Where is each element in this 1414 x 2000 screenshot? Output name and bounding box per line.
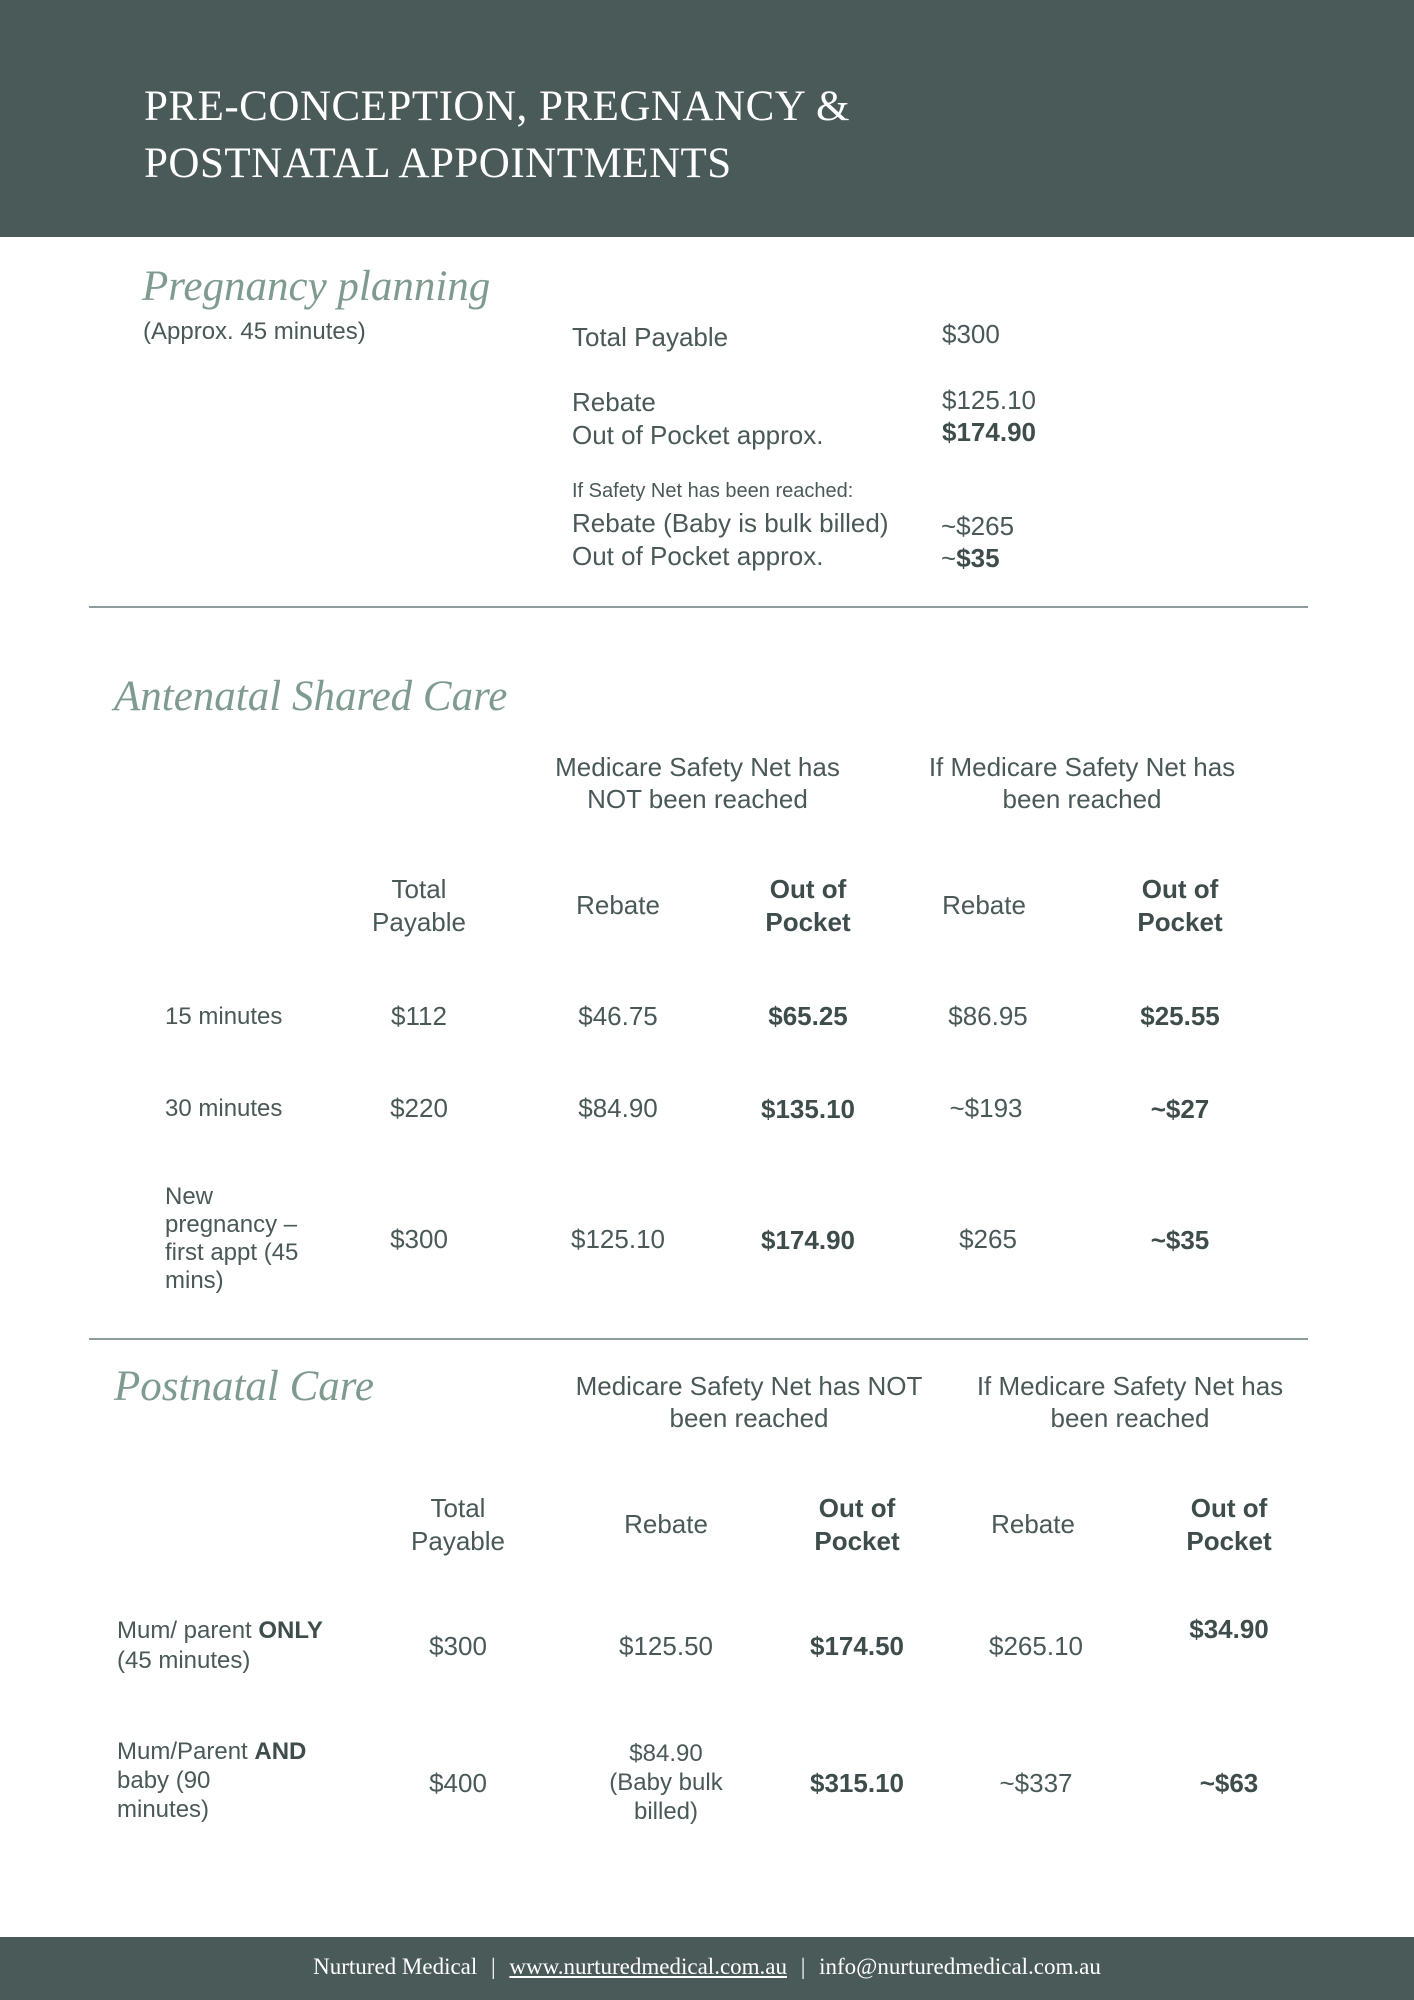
table-cell-sn-out-of-pocket: ~$35 bbox=[1150, 1225, 1210, 1255]
table-cell-out-of-pocket: $65.25 bbox=[768, 1001, 848, 1031]
postnatal-col-total-payable: Total Payable bbox=[411, 1493, 505, 1556]
antenatal-col-sn-out-of-pocket: Out of Pocket bbox=[1137, 874, 1223, 937]
table-cell-total: $400 bbox=[429, 1768, 487, 1798]
table-cell-sn-rebate: ~$193 bbox=[949, 1093, 1023, 1123]
tilde: ~ bbox=[941, 543, 957, 573]
table-cell-rebate: $46.75 bbox=[578, 1001, 658, 1031]
table-cell-sn-rebate: ~$337 bbox=[999, 1768, 1073, 1798]
footer-website-link[interactable]: www.nurturedmedical.com.au bbox=[509, 1954, 787, 1979]
table-cell-out-of-pocket: $174.90 bbox=[761, 1225, 855, 1255]
out-of-pocket-value: $174.90 bbox=[942, 417, 1036, 447]
table-cell-total: $220 bbox=[390, 1093, 448, 1123]
antenatal-col-sn-rebate: Rebate bbox=[942, 890, 1026, 920]
page-footer bbox=[0, 1937, 1414, 2000]
rebate-label: Rebate bbox=[572, 387, 656, 417]
antenatal-col-rebate: Rebate bbox=[576, 890, 660, 920]
safety-net-note: If Safety Net has been reached: bbox=[572, 480, 854, 502]
row-label-duration: baby (90 minutes) bbox=[117, 1767, 211, 1823]
row-label-emphasis: ONLY bbox=[258, 1617, 323, 1644]
postnatal-col-sn-out-of-pocket: Out of Pocket bbox=[1186, 1493, 1272, 1556]
table-cell-sn-out-of-pocket: $34.90 bbox=[1189, 1614, 1269, 1644]
table-cell-total: $112 bbox=[391, 1001, 447, 1031]
postnatal-group-reached: If Medicare Safety Net has been reached bbox=[976, 1371, 1284, 1433]
section-divider bbox=[89, 1338, 1308, 1340]
table-cell-rebate: $125.50 bbox=[619, 1631, 713, 1661]
page-header bbox=[0, 0, 1414, 237]
footer-contact bbox=[0, 1954, 1414, 1980]
page-title bbox=[144, 78, 1044, 192]
table-cell-sn-out-of-pocket: ~$63 bbox=[1199, 1768, 1259, 1798]
footer-email[interactable]: info@nurturedmedical.com.au bbox=[819, 1954, 1101, 1979]
table-cell-out-of-pocket: $315.10 bbox=[810, 1768, 904, 1798]
antenatal-group-reached: If Medicare Safety Net has been reached bbox=[928, 752, 1236, 814]
table-row-label bbox=[117, 1737, 307, 1824]
row-label-duration: (45 minutes) bbox=[117, 1647, 251, 1674]
antenatal-col-out-of-pocket: Out of Pocket bbox=[765, 874, 851, 937]
footer-separator: | bbox=[491, 1954, 496, 1979]
table-cell-total: $300 bbox=[390, 1224, 448, 1254]
antenatal-group-not-reached: Medicare Safety Net has NOT been reached bbox=[555, 752, 840, 814]
table-row-label bbox=[117, 1616, 357, 1676]
table-row-label: New pregnancy – first appt (45 mins) bbox=[165, 1183, 299, 1294]
total-payable-value: $300 bbox=[942, 319, 1000, 349]
safety-net-oop-value bbox=[941, 543, 1000, 574]
row-label-emphasis: AND bbox=[254, 1738, 307, 1765]
page-title-line-1: PRE-CONCEPTION, PREGNANCY & bbox=[144, 83, 850, 130]
out-of-pocket-label: Out of Pocket approx. bbox=[572, 420, 824, 450]
table-cell-total: $300 bbox=[429, 1631, 487, 1661]
safety-net-rebate-label: Rebate (Baby is bulk billed) bbox=[572, 508, 889, 538]
antenatal-title: Antenatal Shared Care bbox=[114, 673, 508, 720]
table-cell-sn-rebate: $265 bbox=[959, 1224, 1017, 1254]
postnatal-col-sn-rebate: Rebate bbox=[991, 1509, 1075, 1539]
pregnancy-planning-duration: (Approx. 45 minutes) bbox=[143, 318, 366, 345]
postnatal-col-rebate: Rebate bbox=[624, 1509, 708, 1539]
footer-separator: | bbox=[800, 1954, 806, 1979]
table-row-label: 30 minutes bbox=[165, 1095, 283, 1122]
table-cell-rebate: $125.10 bbox=[571, 1224, 665, 1254]
footer-practice-name: Nurtured Medical bbox=[313, 1954, 478, 1979]
table-cell-sn-out-of-pocket: $25.55 bbox=[1140, 1001, 1220, 1031]
safety-net-oop-label: Out of Pocket approx. bbox=[572, 541, 824, 571]
pregnancy-planning-title: Pregnancy planning bbox=[142, 263, 491, 310]
postnatal-group-not-reached: Medicare Safety Net has NOT been reached bbox=[575, 1371, 923, 1433]
table-cell-sn-rebate: $265.10 bbox=[989, 1631, 1083, 1661]
safety-net-oop-amount: $35 bbox=[956, 543, 1000, 573]
table-row-label: 15 minutes bbox=[165, 1003, 283, 1030]
rebate-value: $125.10 bbox=[942, 385, 1036, 415]
page-title-line-2: POSTNATAL APPOINTMENTS bbox=[144, 140, 732, 187]
total-payable-label: Total Payable bbox=[572, 322, 729, 352]
postnatal-col-out-of-pocket: Out of Pocket bbox=[814, 1493, 900, 1556]
section-divider bbox=[89, 606, 1308, 608]
table-cell-out-of-pocket: $135.10 bbox=[761, 1094, 855, 1124]
row-label-text: Mum/ parent bbox=[117, 1617, 259, 1644]
table-cell-sn-rebate: $86.95 bbox=[948, 1001, 1028, 1031]
table-cell-rebate: $84.90 bbox=[578, 1093, 658, 1123]
row-label-text: Mum/Parent bbox=[117, 1738, 255, 1765]
table-cell-rebate: $84.90 (Baby bulk billed) bbox=[609, 1740, 723, 1825]
postnatal-title: Postnatal Care bbox=[114, 1363, 374, 1410]
safety-net-rebate-value: ~$265 bbox=[941, 511, 1015, 541]
antenatal-col-total-payable: Total Payable bbox=[372, 874, 466, 937]
table-cell-sn-out-of-pocket: ~$27 bbox=[1150, 1094, 1210, 1124]
table-cell-out-of-pocket: $174.50 bbox=[810, 1631, 904, 1661]
